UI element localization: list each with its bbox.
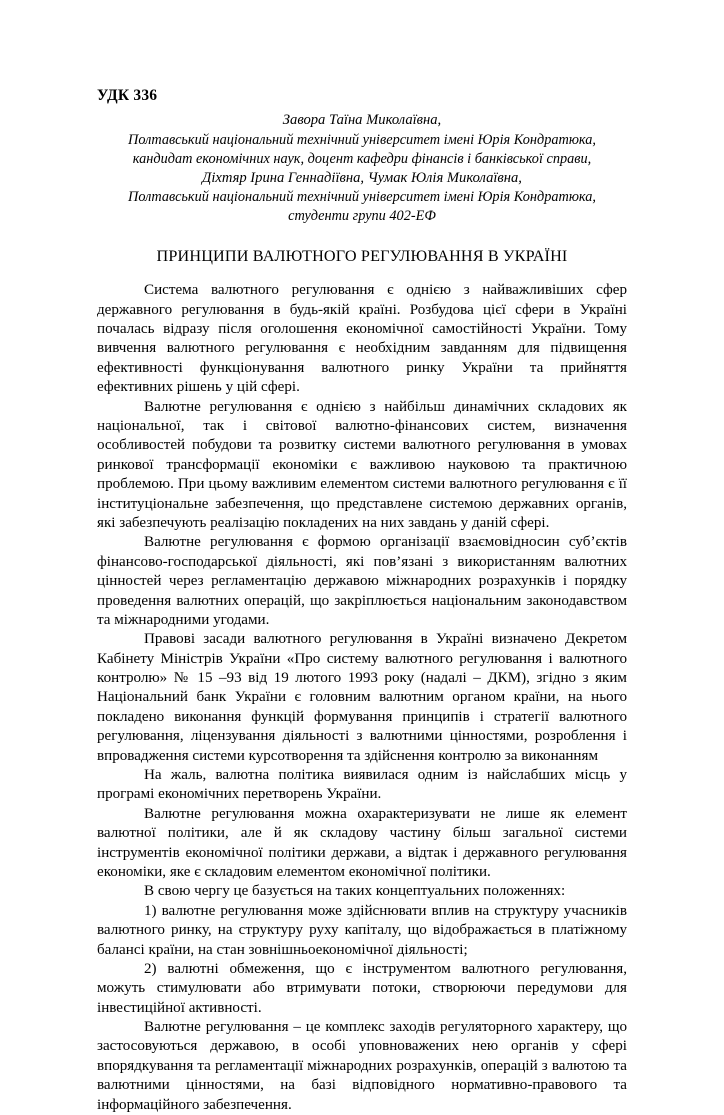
affiliation-line: Полтавський національний технічний університет імені Юрія Кондратюка, xyxy=(128,189,596,206)
paragraph: Валютне регулювання є однією з найбільш динамічних складових як національної, так і світової валютно-фінансових систем, визначення особливостей побудови та розвитку системи валютного регулювання в умовах ринкової трансформації економіки є важливою науковою та практичною проблемою. При цьому важливим елементом системи валютного регулювання є її інституціональне забезпечення, що представлене системою державних органів, які забезпечують реалізацію покладених на них завдань у даній сфері. xyxy=(97,398,627,531)
paragraph: На жаль, валютна політика виявилася одним із найслабших місць у програмі економічних перетворень України. xyxy=(97,767,627,803)
affiliation-line: кандидат економічних наук, доцент кафедри фінансів і банківської справи, xyxy=(132,150,592,167)
affiliation-line: Полтавський національний технічний університет імені Юрія Кондратюка, xyxy=(128,131,596,148)
paragraph: Правові засади валютного регулювання в Україні визначено Декретом Кабінету Міністрів України «Про систему валютного регулювання і валютного контролю» № 15 –93 від 19 лютого 1993 року (надалі – ДКМ), згідно з яким Національний банк України є головним валютним органом країни, на нього покладено виконання функцій формування принципів і стратегії валютного регулювання, ліцензування діяльності з валютними цінностями, розроблення і впровадження системи курсотворення та здійснення контролю за виконанням xyxy=(97,631,627,764)
paragraph: Валютне регулювання є формою організації взаємовідносин суб’єктів фінансово-господарської діяльності, які пов’язані з використанням валютних цінностей через регламентацію державою міжнародних розрахунків і порядку проведення валютних операцій, що закріплюється національним законодавством та міжнародними угодами. xyxy=(97,534,627,628)
affiliation-line: студенти групи 402-ЕФ xyxy=(288,208,436,225)
author-line: Завора Таїна Миколаївна, xyxy=(282,112,442,129)
document-body xyxy=(97,281,627,1115)
paragraph: В свою чергу це базується на таких концептуальних положеннях: xyxy=(144,883,566,900)
paragraph: Валютне регулювання можна охарактеризувати не лише як елемент валютної політики, але й як складову частину більш загальної системи інструментів економічної політики держави, а відтак і державного регулювання економіки, яке є складовим елементом економічної політики. xyxy=(97,805,627,880)
list-item: 2) валютні обмеження, що є інструментом валютного регулювання, можуть стимулювати або втримувати потоки, створюючи передумови для інвестиційної активності. xyxy=(97,960,627,1016)
paragraph: Система валютного регулювання є однією з найважливіших сфер державного регулювання в будь-якій країні. Розбудова цієї сфери в Україні почалась відразу після оголошення економічної самостійності України. Тому вивчення валютного регулювання є необхідним завданням для підвищення ефективності функціонування валютного ринку України та прийняття ефективних рішень у цій сфері. xyxy=(97,282,627,396)
authors-block xyxy=(97,111,627,226)
document-content xyxy=(97,86,627,1115)
list-item: 1) валютне регулювання може здійснювати вплив на структуру учасників валютного ринку, на структуру руху капіталу, що відображається в платіжному балансі країни, на стан зовнішньоекономічної діяльності; xyxy=(97,902,627,958)
author-line: Діхтяр Ірина Геннадіївна, Чумак Юлія Миколаївна, xyxy=(202,169,522,186)
udc-code: УДК 336 xyxy=(97,87,158,104)
paragraph: Валютне регулювання – це комплекс заходів регуляторного характеру, що застосовуються державою, в особі уповноважених нею органів у сфері впорядкування та регламентації міжнародних розрахунків, операцій з валютою та валютними цінностями, на базі відповідного нормативно-правового та інформаційного забезпечення. xyxy=(97,1019,627,1113)
page-title: ПРИНЦИПИ ВАЛЮТНОГО РЕГУЛЮВАННЯ В УКРАЇНІ xyxy=(156,247,568,266)
